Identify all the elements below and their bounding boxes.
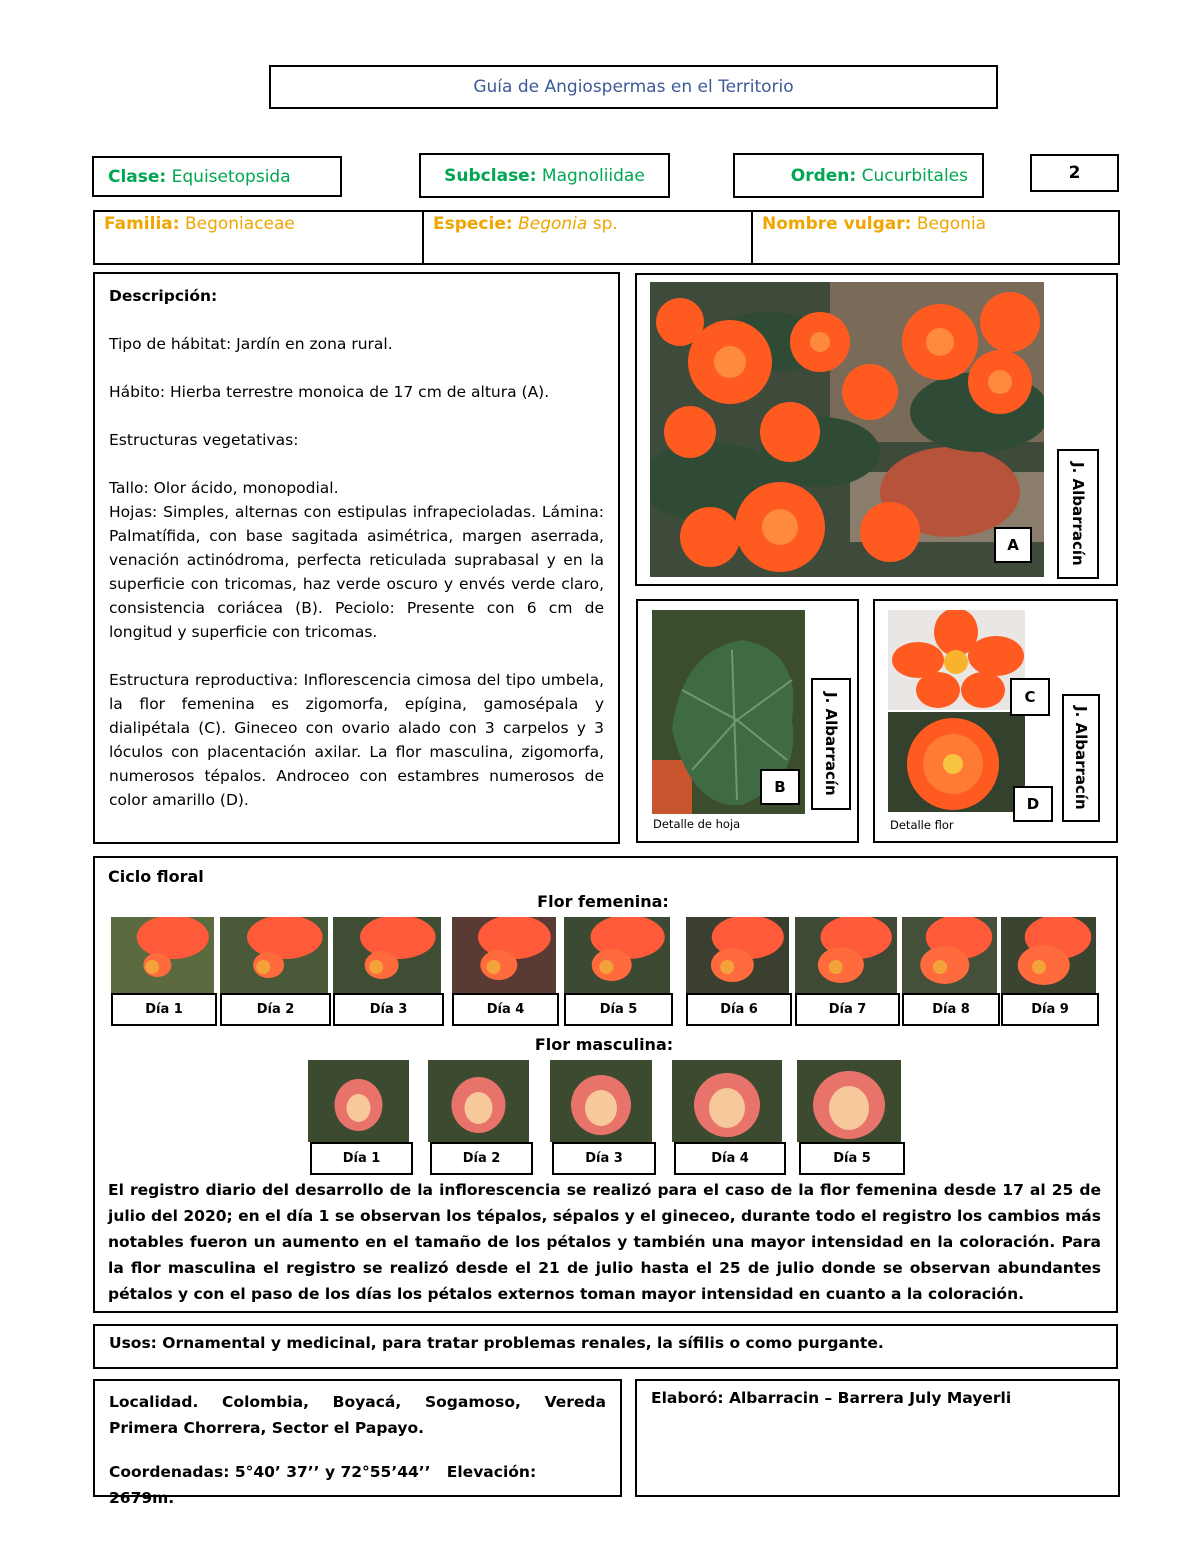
localidad-text: Localidad. Colombia, Boyacá, Sogamoso, Vereda Primera Chorrera, Sector el Papayo. — [109, 1393, 606, 1437]
vulgar-label: Nombre vulgar: — [762, 214, 912, 234]
description-heading: Descripción: — [109, 287, 218, 305]
subclase-label: Subclase: — [444, 165, 537, 186]
orden-value: Cucurbitales — [861, 165, 968, 186]
page-number: 2 — [1068, 163, 1081, 183]
usos-text: Usos: Ornamental y medicinal, para tratar problemas renales, la sífilis o como purgante. — [109, 1334, 884, 1352]
credit-cd-text: J. Albarracín — [1072, 706, 1090, 810]
clase-box — [92, 156, 342, 197]
caption-hoja: Detalle de hoja — [653, 817, 741, 831]
femenina-day-photo — [333, 917, 441, 994]
especie-field — [433, 214, 618, 234]
masculina-day-label: Día 3 — [552, 1142, 656, 1175]
femenina-day-label: Día 2 — [220, 993, 331, 1026]
label-d — [1013, 786, 1053, 822]
subclase-value: Magnoliidae — [541, 165, 645, 186]
usos-box — [93, 1324, 1118, 1369]
orden-label: Orden: — [790, 165, 857, 186]
familia-label: Familia: — [104, 214, 180, 234]
femenina-day-label: Día 5 — [564, 993, 673, 1026]
label-b — [760, 769, 800, 805]
femenina-day-photo — [452, 917, 556, 994]
femenina-day-photo — [564, 917, 670, 994]
masculina-day-photo — [550, 1060, 652, 1142]
label-a — [994, 527, 1032, 563]
femenina-day-photo — [686, 917, 789, 994]
label-d-text: D — [1026, 795, 1040, 813]
ciclo-description: El registro diario del desarrollo de la inflorescencia se realizó para el caso de la flor femenina desde 17 al 25 de julio del 2020; en el día 1 se observan los tépalos, sépalos y el gineceo, durante todo el registro los cambios más notables fueron un aumento en el tamaño de los pétalos y también una mayor intensidad en la coloración. Para la flor masculina el registro se realizó desde el 21 de julio hasta el 25 de julio donde se observan abundantes pétalos y con el paso de los días los pétalos externos toman mayor intensidad en cuanto a la coloración. — [108, 1181, 1101, 1303]
orden-box — [733, 153, 984, 198]
femenina-day-label: Día 6 — [686, 993, 792, 1026]
tallo-text: Tallo: Olor ácido, monopodial. — [109, 479, 339, 497]
coordinates-line — [109, 1459, 606, 1511]
flower-c-photo — [888, 610, 1025, 710]
masculina-day-photo — [797, 1060, 901, 1142]
especie-suffix: sp. — [592, 214, 618, 234]
localidad-box — [93, 1379, 622, 1507]
elaboro-box — [635, 1379, 1120, 1497]
credit-b-text: J. Albarracín — [822, 692, 840, 796]
clase-value: Equisetopsida — [171, 166, 291, 187]
habito-text: Hábito: Hierba terrestre monoica de 17 cm de altura (A). — [109, 383, 550, 401]
label-c-text: C — [1024, 688, 1036, 706]
ciclo-heading: Ciclo floral — [108, 867, 204, 886]
especie-value: Begonia — [518, 214, 588, 234]
flower-d-photo — [888, 712, 1025, 812]
femenina-day-photo — [111, 917, 214, 994]
hojas-text: Hojas: Simples, alternas con estipulas infrapecioladas. Lámina: Palmatífida, con base sagitada asimétrica, margen aserrada, venación actinódroma, perfecta reticulada suprabasal y en la superficie con tricomas, haz verde oscuro y envés verde claro, consistencia coriácea (B). Peciolo: Presente con 6 cm de longitud y superficie con tricomas. — [109, 503, 604, 641]
femenina-day-photo — [795, 917, 897, 994]
document-title — [269, 65, 998, 109]
coords-value: 5°40’ 37’’ y 72°55’44’’ — [234, 1463, 431, 1481]
clase-label: Clase: — [108, 166, 167, 187]
masculina-day-photo — [308, 1060, 409, 1142]
label-b-text: B — [774, 778, 786, 796]
masculina-heading: Flor masculina: — [534, 1035, 674, 1054]
femenina-day-label: Día 7 — [795, 993, 900, 1026]
subclase-box — [419, 153, 670, 198]
masculina-day-label: Día 2 — [430, 1142, 533, 1175]
masculina-day-photo — [672, 1060, 782, 1142]
title-text: Guía de Angiospermas en el Territorio — [473, 77, 794, 97]
credit-b — [811, 678, 851, 810]
femenina-day-label: Día 1 — [111, 993, 217, 1026]
habitat-text: Tipo de hábitat: Jardín en zona rural. — [109, 335, 393, 353]
especie-label: Especie: — [433, 214, 513, 234]
femenina-day-photo — [220, 917, 328, 994]
elaboro-text: Elaboró: Albarracin – Barrera July Mayerli — [651, 1389, 1012, 1407]
femenina-day-photo — [902, 917, 997, 994]
estructuras-heading: Estructuras vegetativas: — [109, 431, 299, 449]
reproductiva-text: Estructura reproductiva: Inflorescencia cimosa del tipo umbela, la flor femenina es zigomorfa, epígina, gamosépala y dialipétala (C). Gineceo con ovario alado con 3 carpelos y 3 lóculos con placentación axilar. La flor masculina, zigomorfa, numerosos tépalos. Androceo con estambres numerosos de color amarillo (D). — [109, 671, 604, 809]
familia-field — [104, 214, 295, 234]
vulgar-field — [762, 214, 986, 234]
femenina-heading: Flor femenina: — [537, 892, 669, 911]
label-a-text: A — [1007, 536, 1019, 554]
begonia-plant-photo — [650, 282, 1044, 577]
femenina-day-photo — [1001, 917, 1096, 994]
femenina-day-label: Día 8 — [902, 993, 1000, 1026]
elevation-text: Elevación: 2679m. — [109, 1463, 537, 1507]
coords-label: Coordenadas: — [109, 1463, 230, 1481]
femenina-day-label: Día 9 — [1001, 993, 1099, 1026]
masculina-day-label: Día 5 — [799, 1142, 905, 1175]
credit-a-text: J. Albarracín — [1069, 462, 1087, 566]
masculina-day-label: Día 1 — [310, 1142, 413, 1175]
description-box — [93, 272, 620, 844]
femenina-day-label: Día 3 — [333, 993, 444, 1026]
vulgar-value: Begonia — [916, 214, 987, 234]
credit-a — [1057, 449, 1099, 579]
credit-cd — [1062, 694, 1100, 822]
caption-flor: Detalle flor — [890, 818, 954, 832]
masculina-day-photo — [428, 1060, 529, 1142]
femenina-day-label: Día 4 — [452, 993, 559, 1026]
masculina-day-label: Día 4 — [674, 1142, 786, 1175]
page-number-box — [1030, 154, 1119, 192]
label-c — [1010, 678, 1050, 716]
familia-value: Begoniaceae — [184, 214, 295, 234]
